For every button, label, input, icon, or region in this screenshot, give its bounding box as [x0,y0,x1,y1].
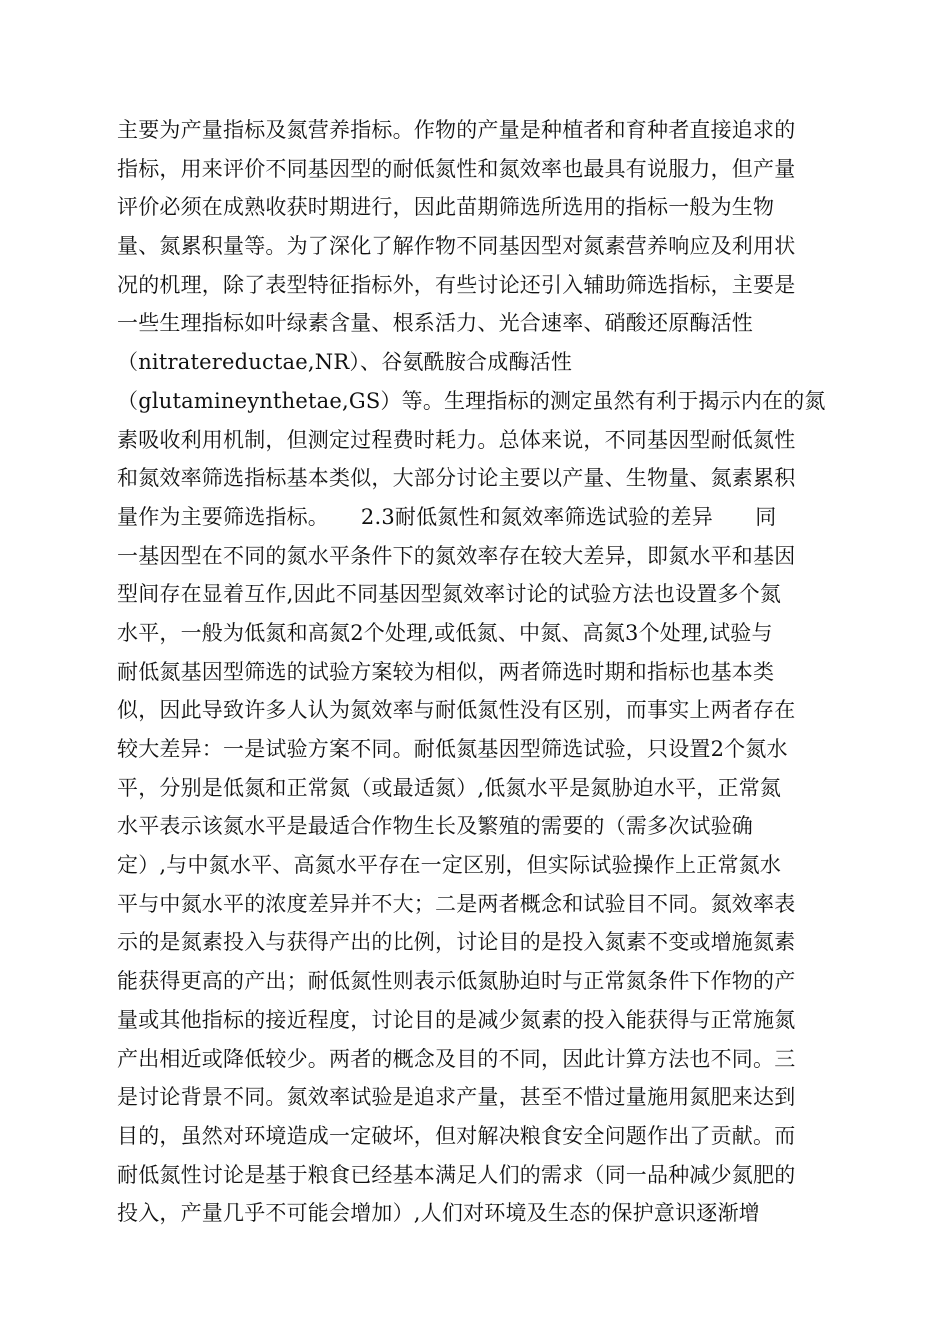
text-line: 评价必须在成熟收获时期进行，因此苗期筛选所选用的指标一般为生物 [117,195,775,220]
text-line: 定）,与中氮水平、高氮水平存在一定区别，但实际试验操作上正常氮水 [117,853,782,878]
text-line: 量作为主要筛选指标。 2.3耐低氮性和氮效率筛选试验的差异 同 [117,504,777,529]
text-line: 目的，虽然对环境造成一定破坏，但对解决粮食安全问题作出了贡献。而 [117,1123,796,1148]
text-line: 型间存在显着互作,因此不同基因型氮效率讨论的试验方法也设置多个氮 [117,582,782,607]
text-line: 主要为产量指标及氮营养指标。作物的产量是种植者和育种者直接追求的 [117,118,796,142]
text-line: 耐低氮性讨论是基于粮食已经基本满足人们的需求（同一品种减少氮肥的 [117,1162,796,1187]
text-line: 耐低氮基因型筛选的试验方案较为相似，两者筛选时期和指标也基本类 [117,659,775,684]
text-line: 产出相近或降低较少。两者的概念及目的不同，因此计算方法也不同。三 [117,1046,796,1071]
text-line: 是讨论背景不同。氮效率试验是追求产量，甚至不惜过量施用氮肥来达到 [117,1085,796,1110]
text-line: 投入，产量几乎不可能会增加）,人们对环境及生态的保护意识逐渐增 [117,1201,760,1226]
body-text [117,111,837,1233]
text-line: （nitratereductae,NR）、谷氨酰胺合成酶活性 [117,350,573,375]
text-line: 水平表示该氮水平是最适合作物生长及繁殖的需要的（需多次试验确 [117,814,753,839]
text-line: 能获得更高的产出；耐低氮性则表示低氮胁迫时与正常氮条件下作物的产 [117,969,796,994]
text-line: 水平，一般为低氮和高氮2个处理,或低氮、中氮、高氮3个处理,试验与 [117,620,773,645]
text-line: 况的机理，除了表型特征指标外，有些讨论还引入辅助筛选指标，主要是 [117,272,796,297]
text-line: 示的是氮素投入与获得产出的比例，讨论目的是投入氮素不变或增施氮素 [117,930,796,955]
text-line: 较大差异：一是试验方案不同。耐低氮基因型筛选试验，只设置2个氮水 [117,737,788,761]
text-line: 平，分别是低氮和正常氮（或最适氮）,低氮水平是氮胁迫水平，正常氮 [117,775,782,800]
text-line: 素吸收利用机制，但测定过程费时耗力。总体来说，不同基因型耐低氮性 [117,427,796,452]
text-line: 和氮效率筛选指标基本类似，大部分讨论主要以产量、生物量、氮素累积 [117,466,796,491]
text-line: 似，因此导致许多人认为氮效率与耐低氮性没有区别，而事实上两者存在 [117,698,796,723]
text-line: 量、氮累积量等。为了深化了解作物不同基因型对氮素营养响应及利用状 [117,234,796,259]
text-line: 一些生理指标如叶绿素含量、根系活力、光合速率、硝酸还原酶活性 [117,311,753,336]
text-line: 指标，用来评价不同基因型的耐低氮性和氮效率也最具有说服力，但产量 [117,156,796,181]
text-line: 平与中氮水平的浓度差异并不大；二是两者概念和试验目不同。氮效率表 [117,891,796,916]
text-line: 一基因型在不同的氮水平条件下的氮效率存在较大差异，即氮水平和基因 [117,543,796,568]
text-line: 量或其他指标的接近程度，讨论目的是减少氮素的投入能获得与正常施氮 [117,1007,796,1032]
text-line: （glutamineynthetae,GS）等。生理指标的测定虽然有利于揭示内在的氮 [117,388,826,413]
